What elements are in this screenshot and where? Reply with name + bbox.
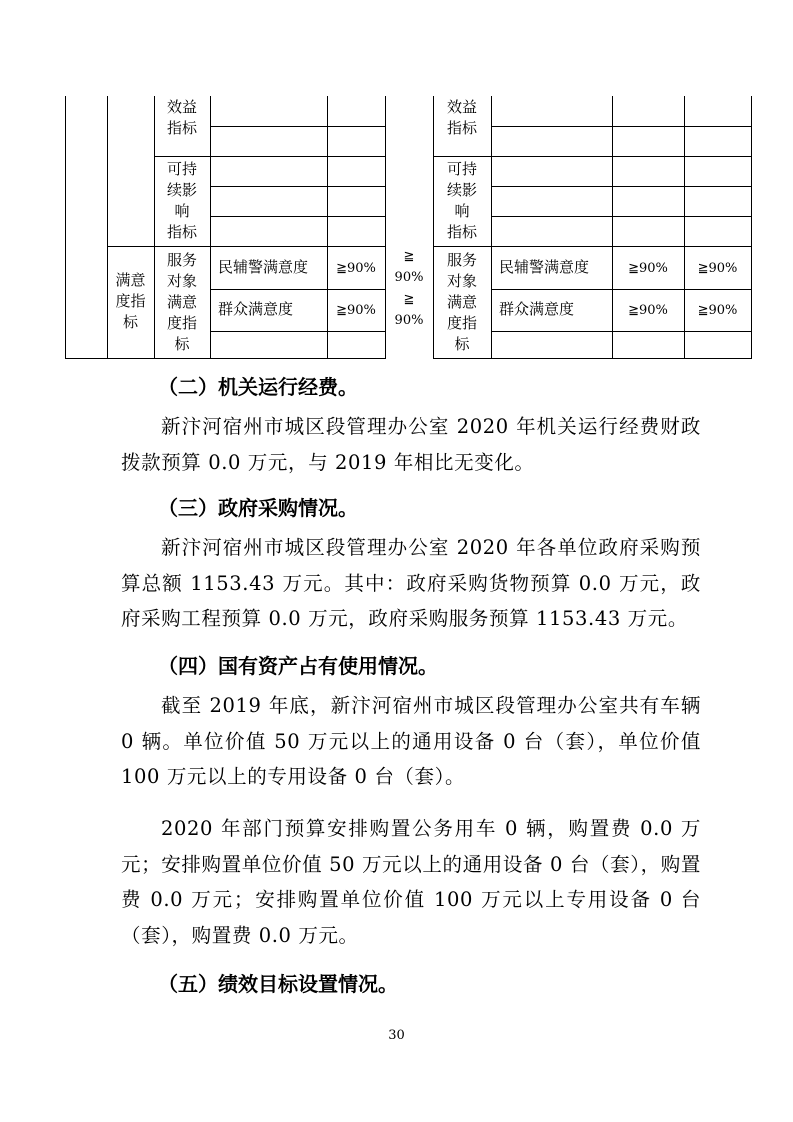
row-value: ≧90% [697, 261, 738, 276]
row-target: ≧90% [336, 303, 376, 318]
performance-indicator-table [0, 0, 793, 362]
section-paragraph: 新汴河宿州市城区段管理办公室 2020 年各单位政府采购预算总额 1153.43 万元。其中：政府采购货物预算 0.0 万元，政府采购工程预算 0.0 万元，政府采购服务预算 1153.43 万元。 [121, 536, 701, 631]
section-heading: （三）政府采购情况。 [158, 496, 358, 520]
row-value: ≧ 90% [394, 249, 424, 285]
service-satisfaction-label: 服务 对象 满意 度指 标 [446, 251, 477, 353]
row-name: 民辅警满意度 [218, 258, 309, 276]
section-paragraph: 截至 2019 年底，新汴河宿州市城区段管理办公室共有车辆 0 辆。单位价值 50 万元以上的通用设备 0 台（套），单位价值 100 万元以上的专用设备 0 台（套）。 [121, 694, 701, 789]
page-number: 30 [388, 1028, 405, 1043]
section-heading: （二）机关运行经费。 [158, 375, 358, 399]
row-target: ≧90% [628, 261, 668, 276]
section-heading: （五）绩效目标设置情况。 [158, 972, 398, 996]
effect-indicator-label: 效益 指标 [166, 98, 197, 137]
row-name: 群众满意度 [499, 300, 575, 318]
row-name: 群众满意度 [218, 300, 294, 318]
row-value: ≧ 90% [394, 292, 424, 328]
row-value: ≧90% [697, 303, 738, 318]
satisfaction-category-label: 满意 度指 标 [115, 271, 146, 331]
row-name: 民辅警满意度 [499, 258, 590, 276]
row-target: ≧90% [628, 303, 668, 318]
section-paragraph: 新汴河宿州市城区段管理办公室 2020 年机关运行经费财政拨款预算 0.0 万元，与 2019 年相比无变化。 [121, 415, 701, 474]
effect-indicator-label: 效益 指标 [446, 98, 477, 137]
section-heading: （四）国有资产占有使用情况。 [158, 654, 438, 678]
sustain-indicator-label: 可持 续影 响 指标 [446, 160, 477, 241]
service-satisfaction-label: 服务 对象 满意 度指 标 [166, 251, 197, 353]
sustain-indicator-label: 可持 续影 响 指标 [166, 160, 197, 241]
row-target: ≧90% [336, 261, 376, 276]
section-paragraph: 2020 年部门预算安排购置公务用车 0 辆，购置费 0.0 万元；安排购置单位价值 50 万元以上的通用设备 0 台（套），购置费 0.0 万元；安排购置单位价值 100 万元以上专用设备 0 台（套），购置费 0.0 万元。 [121, 817, 701, 947]
